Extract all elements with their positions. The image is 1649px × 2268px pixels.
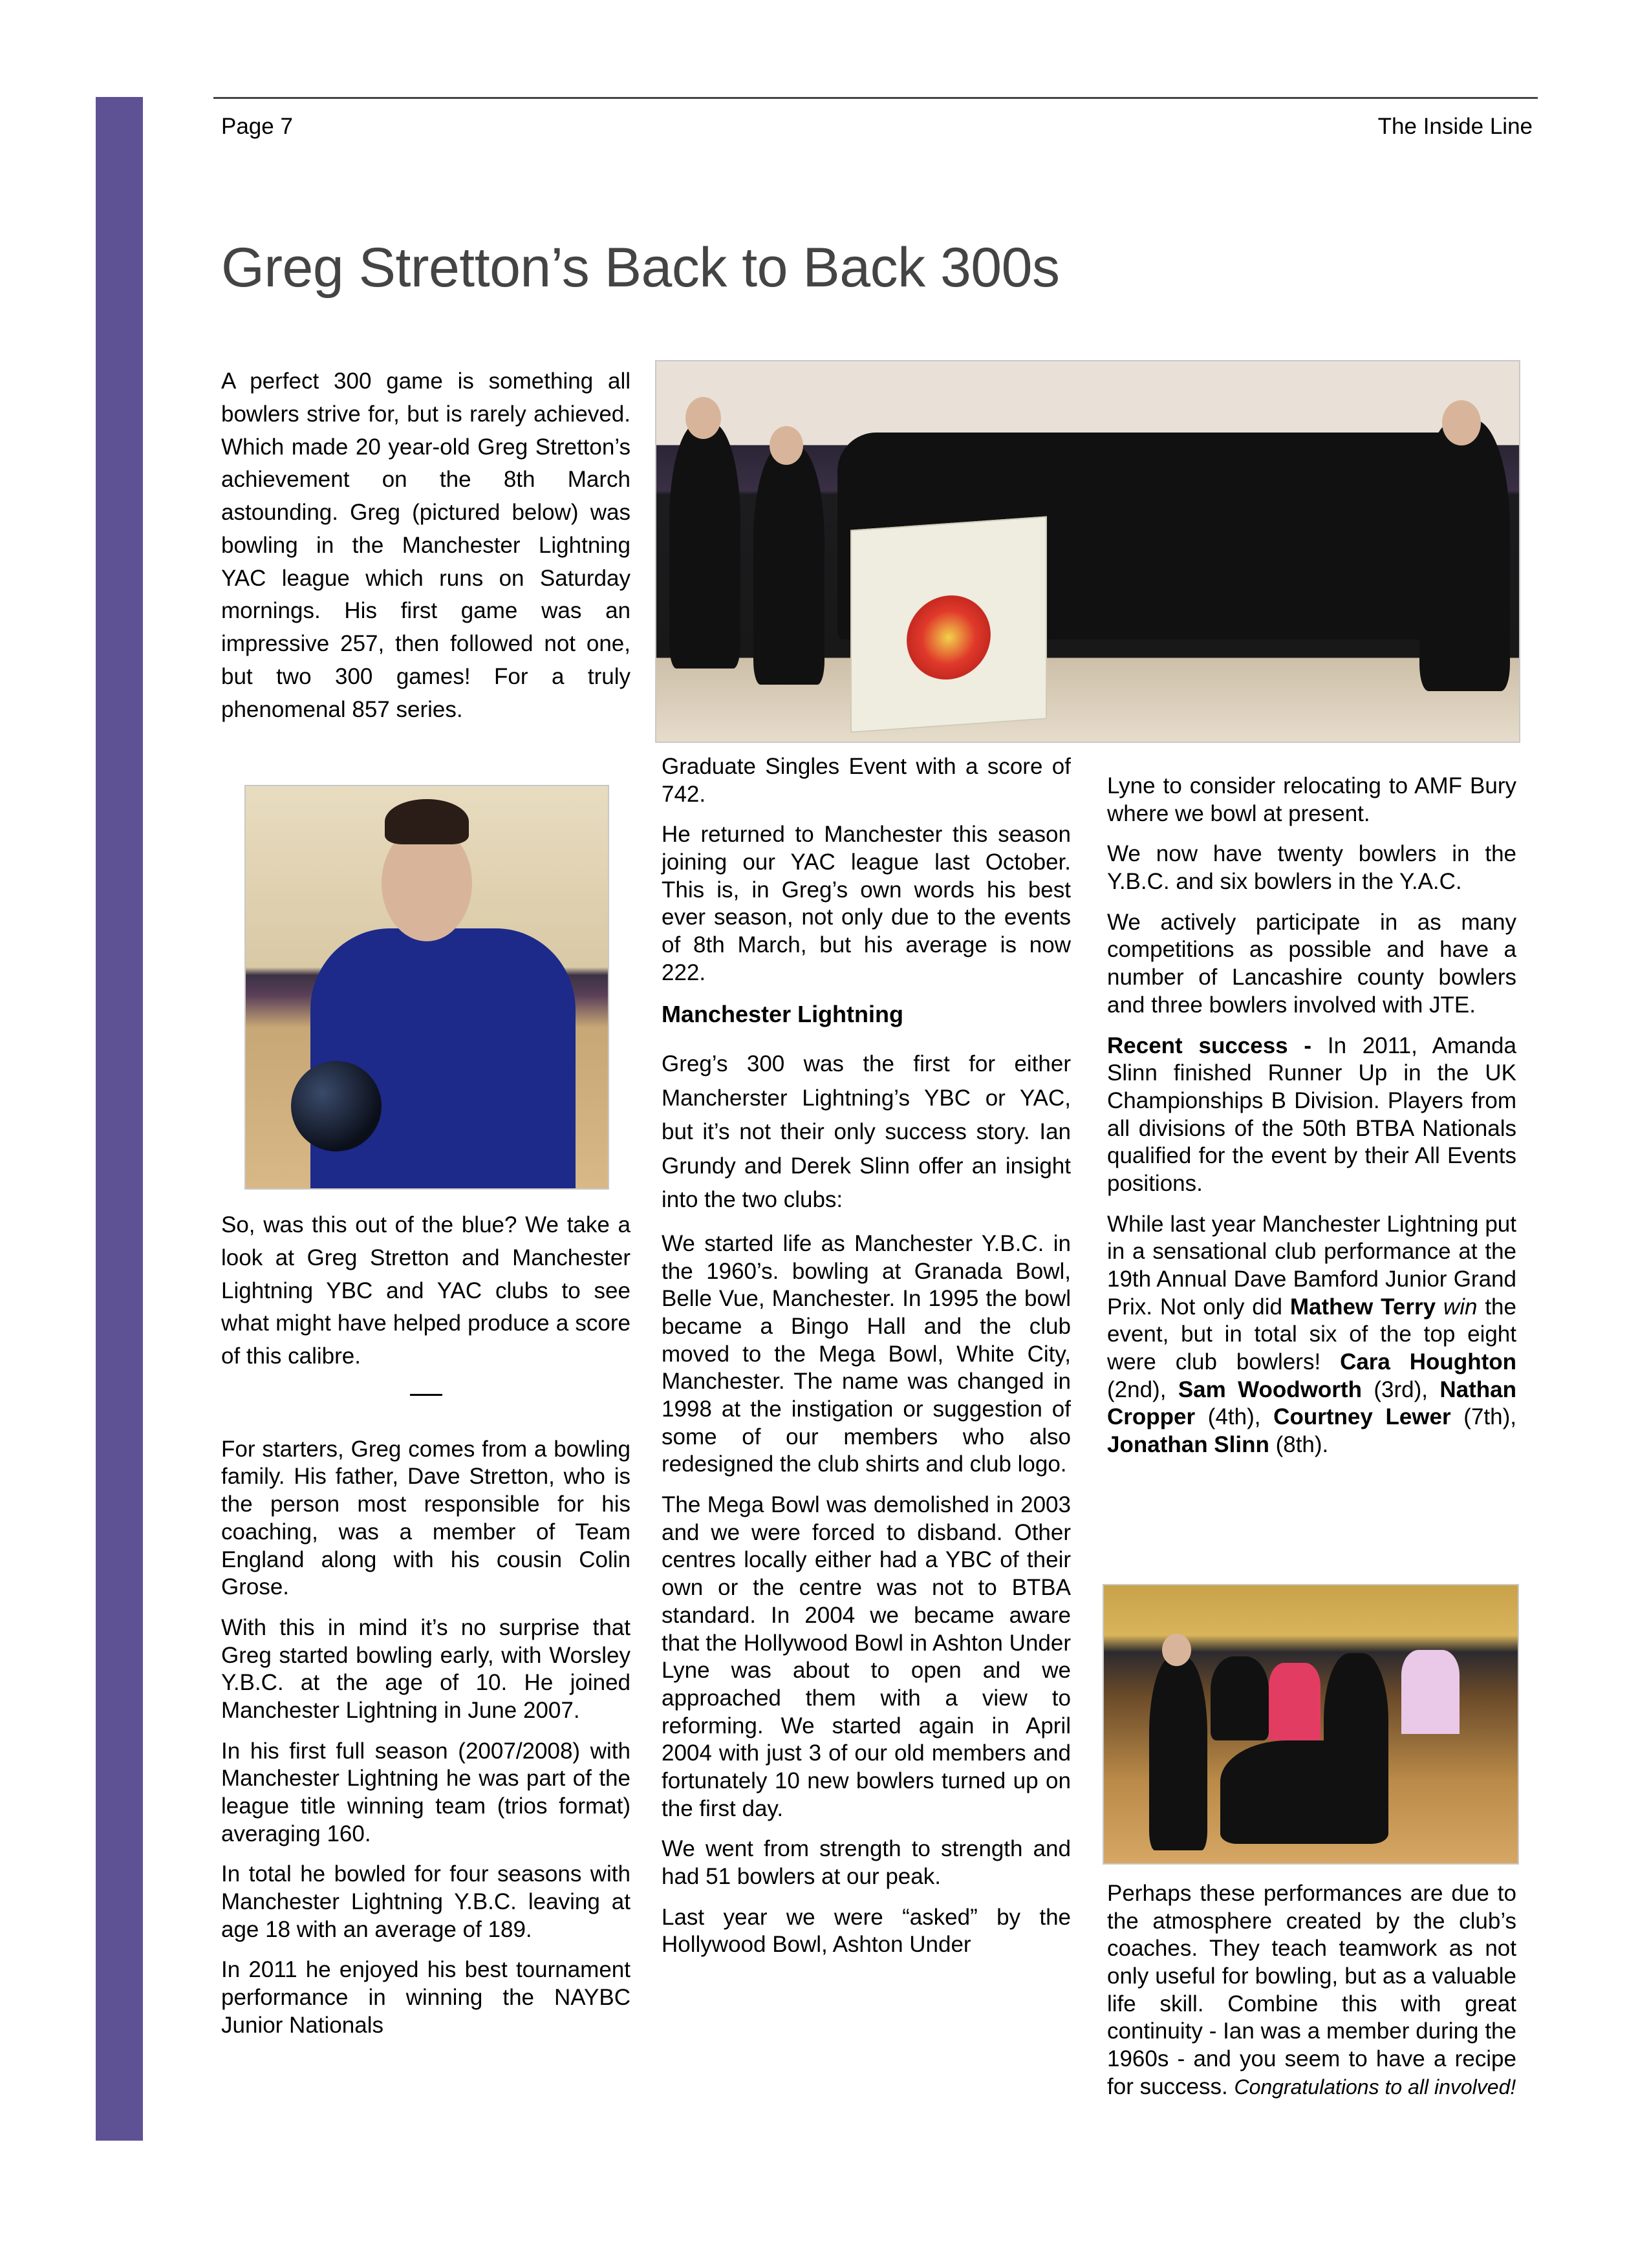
spiky-hair [385, 799, 469, 844]
column-3 [1107, 773, 1516, 1472]
column-3-lower [1107, 1880, 1516, 2114]
result-place: (2nd), [1107, 1376, 1178, 1402]
result-place: (7th), [1450, 1404, 1516, 1430]
grand-prix-intro: While last year Manchester Lightning put in a sensational club performance at the 19th Annual Dave Bamford Junior Grand Prix. Not only did [1107, 1211, 1516, 1320]
sidebar-accent-bar [96, 97, 143, 2141]
page-number: Page 7 [221, 114, 293, 139]
column-1-lower [221, 1209, 630, 2053]
win-word: win [1443, 1294, 1478, 1320]
closing-congratulations: Congratulations to all involved! [1234, 2075, 1516, 2099]
membership-paragraph: We now have twenty bowlers in the Y.B.C. and six bowlers in the Y.A.C. [1107, 841, 1516, 895]
result-place: (8th). [1269, 1432, 1329, 1458]
recent-success-text: In 2011, Amanda Slinn finished Runner Up in the UK Championships B Division. Players from all divisions of the 50th BTBA Nationals qualified for the event by their All Events positions. [1107, 1032, 1516, 1196]
result-name: Jonathan Slinn [1107, 1432, 1269, 1458]
bowling-ball [291, 1061, 382, 1151]
result-name: Courtney Lewer [1273, 1404, 1451, 1430]
recent-success-label: Recent success - [1107, 1032, 1328, 1058]
lilac-shirt [1401, 1650, 1460, 1734]
returned-paragraph: He returned to Manchester this season joining our YAC league last October. This is, in Greg’s own words his best ever season, not only due to the events of 8th March, but his average is now 222. [662, 822, 1071, 985]
greg-stretton-photo [244, 785, 609, 1190]
person-figure [1419, 420, 1510, 691]
blue-polo-shirt [310, 928, 576, 1190]
first-300-paragraph: Greg’s 300 was the first for either Mancherster Lightning’s YBC or YAC, but it’s not their only success story. Ian Grundy and Derek Slinn offer an insight into the two clubs: [662, 1051, 1071, 1213]
intro-paragraph: A perfect 300 game is something all bowlers strive for, but is rarely achieved. Which made 20 year-old Greg Stretton’s achievement on the 8th March astounding. Greg (pictured below) was bowling in the Manchester Lightning YAC league which runs on Saturday mornings. His first game was an impressive 257, then followed not one, but two 300 games! For a truly phenomenal 857 series. [221, 369, 630, 722]
team-group-photo [655, 360, 1520, 743]
person-head [770, 426, 803, 465]
last-year-paragraph: Last year we were “asked” by the Hollywood Bowl, Ashton Under [662, 1904, 1071, 1958]
pink-shirt [1269, 1663, 1320, 1740]
article-headline: Greg Stretton’s Back to Back 300s [221, 237, 1060, 299]
club-banner [850, 516, 1047, 733]
club-history-paragraph: We started life as Manchester Y.B.C. in the 1960’s. bowling at Granada Bowl, Belle Vue, Manchester. In 1995 the bowl became a Bingo Hall and the club moved to the Mega Bowl, White City, Manchester. The name was changed in 1998 at the instigation or suggestion of some of our members who also redesigned the club shirts and club logo. [662, 1230, 1071, 1477]
header-rule [213, 97, 1538, 99]
result-name: Cara Houghton [1340, 1349, 1516, 1375]
result-name: Nathan Cropper [1107, 1376, 1516, 1430]
result-name: Sam Woodworth [1178, 1376, 1362, 1402]
person-figure [669, 423, 740, 669]
publication-title: The Inside Line [1377, 114, 1533, 139]
relocation-paragraph: Lyne to consider relocating to AMF Bury where we bowl at present. [1107, 773, 1516, 826]
column-1 [221, 365, 630, 739]
grand-prix-mid: the event, but in total six of the top eight were club bowlers! [1107, 1294, 1516, 1375]
recent-success-paragraph [1107, 1032, 1516, 1198]
person-head [1442, 400, 1481, 445]
strength-paragraph: We went from strength to strength and had 51 bowlers at our peak. [662, 1836, 1071, 1890]
person-head [685, 397, 721, 439]
graduate-paragraph: Graduate Singles Event with a score of 742. [662, 754, 1071, 807]
winner-name: Mathew Terry [1289, 1294, 1436, 1320]
club-logo [907, 592, 991, 682]
tournament-2011-paragraph: In 2011 he enjoyed his best tournament performance in winning the NAYBC Junior Nationals [221, 1957, 630, 2038]
awards-group-photo [1103, 1584, 1519, 1865]
participation-paragraph: We actively participate in as many competitions as possible and have a number of Lancashire county bowlers and three bowlers involved with JTE. [1107, 909, 1516, 1018]
coaching-text: Perhaps these performances are due to the atmosphere created by the club’s coaches. They teach teamwork as not only useful for bowling, but as a valuable life skill. Combine this with great continuity - Ian was a member during the 1960s - and you seem to have a recipe for success. [1107, 1881, 1516, 2099]
mega-bowl-paragraph: The Mega Bowl was demolished in 2003 and we were forced to disband. Other centres locally either had a YBC of their own or the centre was not to BTBA standard. In 2004 we became aware that the Hollywood Bowl in Ashton Under Lyne was about to open and we approached them with a view to reforming. We started again in April 2004 with just 3 of our old members and fortunately 10 new bowlers turned up on the first day. [662, 1492, 1071, 1821]
person-figure [753, 445, 824, 685]
grand-prix-paragraph [1107, 1211, 1516, 1459]
section-divider [410, 1394, 442, 1396]
first-season-paragraph: In his first full season (2007/2008) with Manchester Lightning he was part of the league title winning team (trios format) averaging 160. [221, 1738, 630, 1846]
kneeling-figures [1220, 1740, 1388, 1844]
total-seasons-paragraph: In total he bowled for four seasons with Manchester Lightning Y.B.C. leaving at age 18 with an average of 189. [221, 1861, 630, 1942]
person-head [1162, 1634, 1191, 1666]
result-place: (3rd), [1361, 1376, 1440, 1402]
coaching-paragraph [1107, 1880, 1516, 2101]
person-figure [1211, 1656, 1269, 1740]
result-place: (4th), [1195, 1404, 1274, 1430]
family-paragraph: For starters, Greg comes from a bowling family. His father, Dave Stretton, who is the person most responsible for his coaching, was a member of Team England along with his cousin Colin Grose. [221, 1436, 630, 1600]
section-subheading: Manchester Lightning [662, 1000, 904, 1027]
person-figure [1149, 1656, 1207, 1850]
column-2 [662, 753, 1071, 1972]
early-start-paragraph: With this in mind it’s no surprise that Greg started bowling early, with Worsley Y.B.C. at the age of 10. He joined Manchester Lightning in June 2007. [221, 1614, 630, 1723]
question-paragraph: So, was this out of the blue? We take a look at Greg Stretton and Manchester Lightning YBC and YAC clubs to see what might have helped produce a score of this calibre. [221, 1212, 630, 1369]
